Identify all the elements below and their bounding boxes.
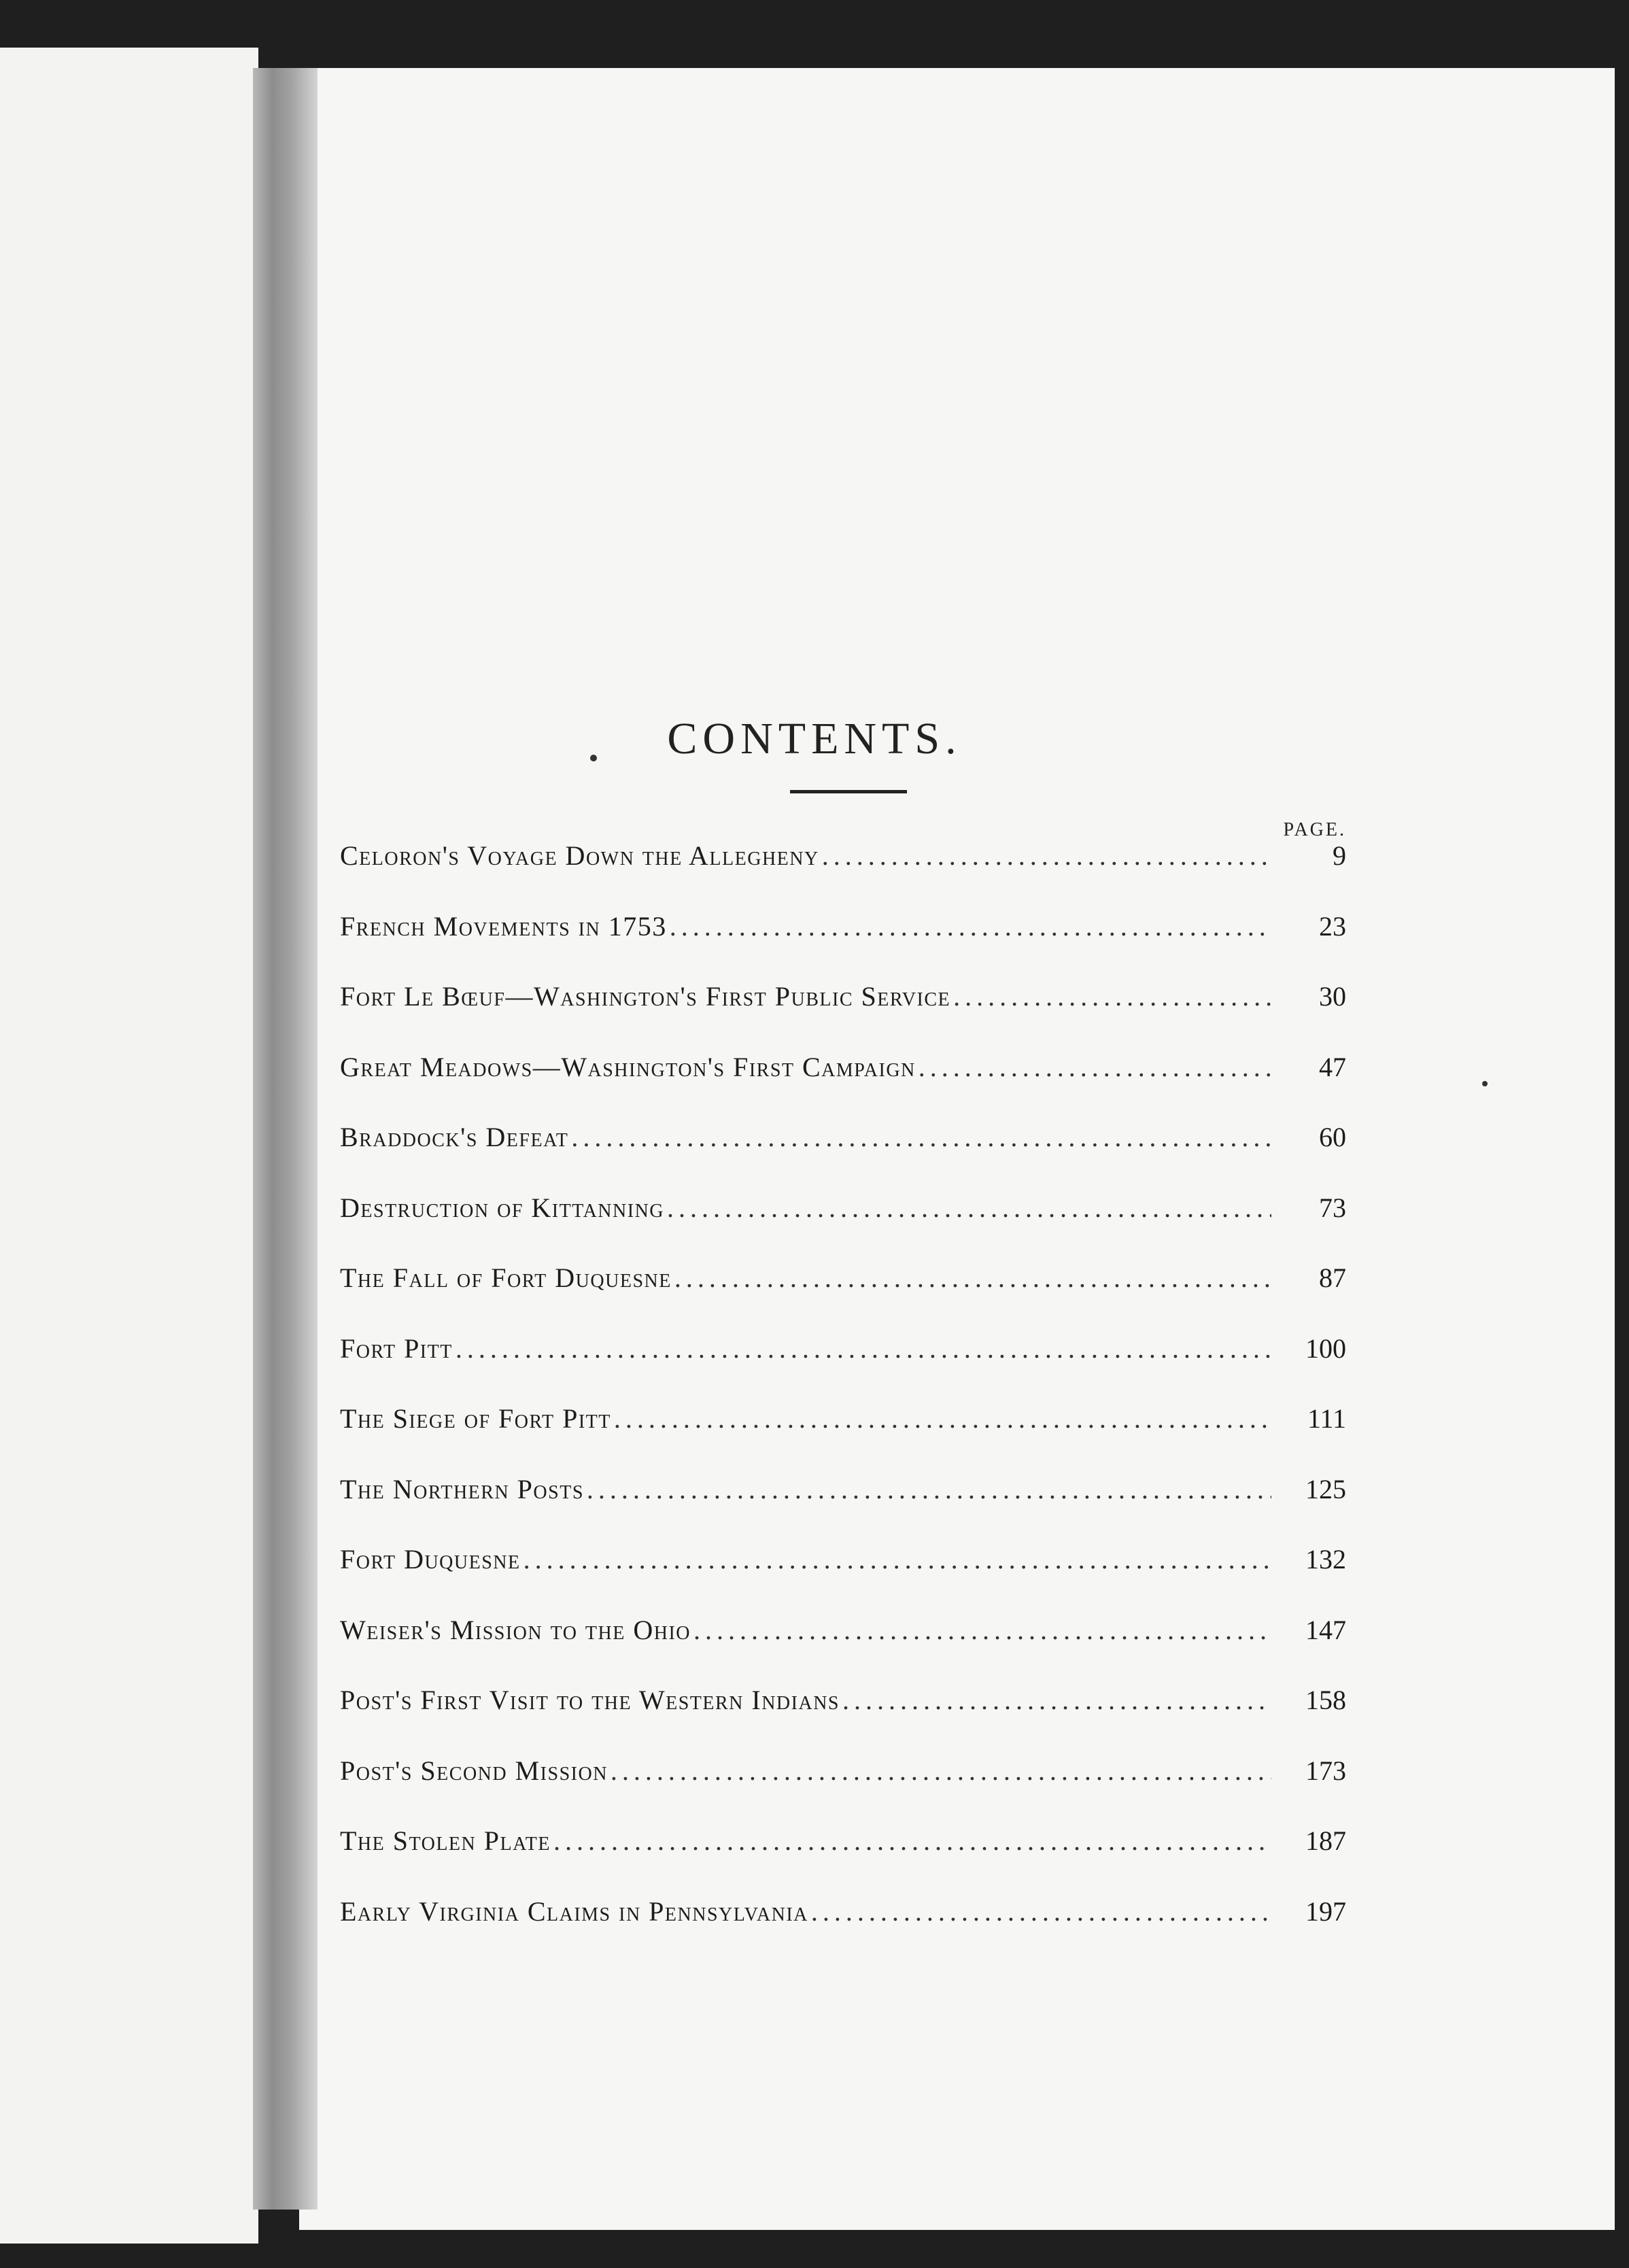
toc-entry [340,1895,1346,1966]
dot-leader [456,1333,1271,1364]
toc-entry-title: Fort Le Bœuf—Washington's First Public Service [340,981,951,1012]
toc-entry-title: French Movements in 1753 [340,910,667,942]
toc-entry-page: 197 [1305,1895,1346,1927]
dot-leader [822,840,1271,872]
toc-entry-page: 23 [1319,910,1346,942]
toc-entry-title: Great Meadows—Washington's First Campaign [340,1051,916,1082]
dot-leader [842,1684,1271,1716]
toc-entry-page: 187 [1305,1825,1346,1856]
toc-entry-title: Fort Pitt [340,1333,453,1364]
toc-entry-page: 87 [1319,1262,1346,1293]
left-facing-page [0,48,258,2244]
toc-entry-title: The Siege of Fort Pitt [340,1403,611,1434]
toc-entry-title: Celoron's Voyage Down the Allegheny [340,840,819,871]
toc-entry-page: 60 [1319,1122,1346,1152]
toc-entry-page: 9 [1333,840,1346,871]
scan-speck [1482,1081,1488,1086]
toc-entry-page: 125 [1305,1473,1346,1505]
toc-entry [340,1051,1346,1122]
dot-leader [953,980,1271,1012]
title-rule [790,790,907,793]
toc-entry-title: Post's First Visit to the Western Indians [340,1685,840,1715]
dot-leader [611,1755,1271,1787]
toc-entry-title: Braddock's Defeat [340,1122,569,1152]
dot-leader [667,1192,1271,1224]
toc-entry [340,1262,1346,1333]
toc-entry [340,980,1346,1051]
dot-leader [614,1403,1271,1434]
toc-entry [340,1473,1346,1544]
toc-entry-title: Weiser's Mission to the Ohio [340,1614,691,1645]
toc-entry-title: The Fall of Fort Duquesne [340,1262,672,1293]
toc-entry-page: 147 [1305,1614,1346,1645]
toc-entry [340,1403,1346,1473]
dot-leader [553,1825,1271,1857]
toc-entry-page: 158 [1305,1685,1346,1715]
toc-entry-page: 73 [1319,1192,1346,1223]
toc-entry-page: 132 [1305,1544,1346,1575]
toc-entry [340,1333,1346,1403]
toc-entry [340,1121,1346,1192]
dot-leader [587,1473,1271,1505]
dot-leader [524,1543,1271,1575]
toc-entry-page: 100 [1305,1333,1346,1364]
dot-leader [670,910,1271,942]
toc-entry [340,1192,1346,1262]
toc-entry-title: Post's Second Mission [340,1755,608,1786]
toc-entry [340,1825,1346,1895]
toc-entry-title: The Stolen Plate [340,1825,551,1856]
toc-entry [340,840,1346,910]
toc-entry [340,1684,1346,1755]
toc-entry [340,1755,1346,1825]
toc-entry-page: 111 [1307,1403,1346,1434]
binding-gutter [253,68,318,2210]
toc-entry-title: Early Virginia Claims in Pennsylvania [340,1895,808,1927]
toc-entry-page: 173 [1305,1755,1346,1786]
toc-entry-page: 30 [1319,981,1346,1012]
toc-entry-title: Destruction of Kittanning [340,1192,665,1223]
toc-entry-title: The Northern Posts [340,1473,584,1505]
toc-entry [340,910,1346,981]
dot-leader [811,1895,1271,1927]
dot-leader [571,1121,1271,1153]
toc-entry [340,1614,1346,1685]
table-of-contents [340,840,1346,1965]
dot-leader [919,1051,1271,1083]
page-title: CONTENTS. [667,714,962,764]
toc-entry [340,1543,1346,1614]
dot-leader [693,1614,1271,1646]
page-column-label: PAGE. [1283,819,1346,840]
toc-entry-title: Fort Duquesne [340,1544,521,1575]
toc-entry-page: 47 [1319,1051,1346,1082]
dot-leader [674,1262,1271,1294]
